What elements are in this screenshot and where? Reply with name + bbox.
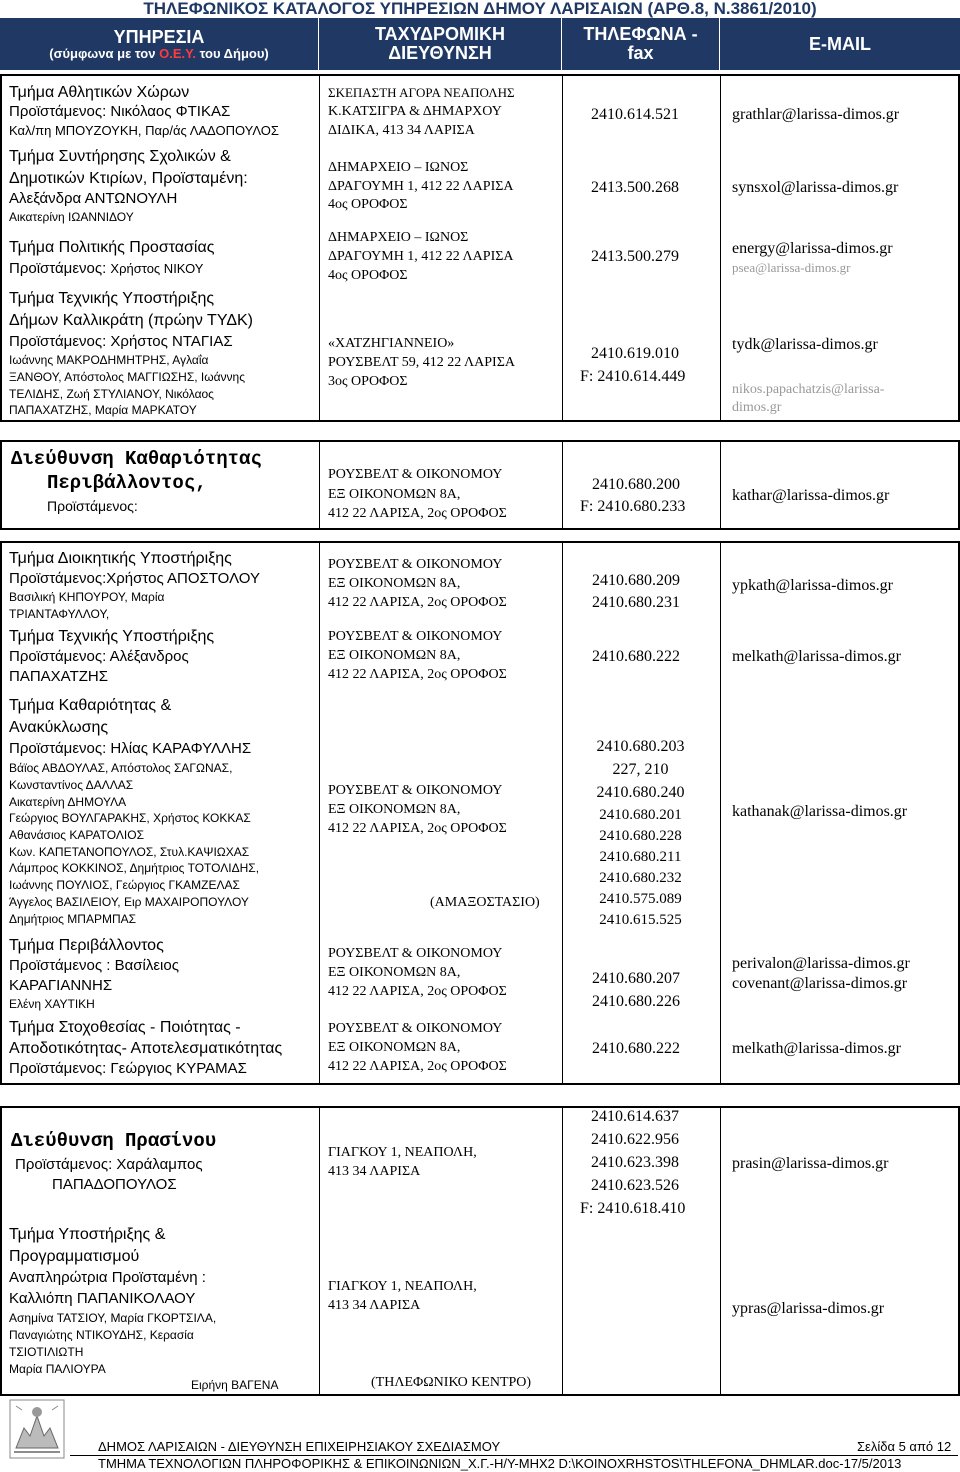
- dept-civil-phone: 2413.500.279: [591, 248, 679, 265]
- dept-quality-addr3: 412 22 ΛΑΡΙΣΑ, 2ος ΟΡΟΦΟΣ: [328, 1059, 507, 1074]
- dept-quality-head: Προϊστάμενος: Γεώργιος ΚΥΡΑΜΑΣ: [9, 1060, 247, 1077]
- dept-admin-staff2: ΤΡΙΑΝΤΑΦΥΛΛΟΥ,: [9, 607, 110, 621]
- dept-admin-email[interactable]: ypkath@larissa-dimos.gr: [732, 577, 893, 594]
- dept-recycling-addr-note: (ΑΜΑΞΟΣΤΑΣΙΟ): [430, 895, 540, 910]
- header-address: [319, 18, 561, 70]
- document-title: ΤΗΛΕΦΩΝΙΚΟΣ ΚΑΤΑΛΟΓΟΣ ΥΠΗΡΕΣΙΩΝ ΔΗΜΟΥ ΛΑΡΙΣΑΙΩΝ (ΑΡΘ.8, Ν.3861/2010): [143, 0, 817, 18]
- dept-tydk-email2b[interactable]: dimos.gr: [732, 400, 782, 415]
- dir-green-addr2: 413 34 ΛΑΡΙΣΑ: [328, 1164, 421, 1179]
- dept-sports-addr3: ΔΙΔΙΚΑ, 413 34 ΛΑΡΙΣΑ: [328, 123, 475, 138]
- dept-schools-staff: Αικατερίνη ΙΩΑΝΝΙΔΟΥ: [9, 210, 134, 224]
- dept-tydk-staff2: ΞΑΝΘΟΥ, Απόστολος ΜΑΓΓΙΩΣΗΣ, Ιωάννης: [9, 370, 246, 384]
- header-email: [720, 18, 960, 70]
- dept-quality-phone: 2410.680.222: [592, 1040, 680, 1057]
- dept-quality-addr1: ΡΟΥΣΒΕΛΤ & ΟΙΚΟΝΟΜΟΥ: [328, 1021, 503, 1036]
- dept-environment-phone1: 2410.680.207: [592, 970, 680, 987]
- dept-recycling-phone7: 2410.680.232: [599, 870, 682, 886]
- dept-planning-staff1: Ασημίνα ΤΑΤΣΙΟΥ, Μαρία ΓΚΟΡΤΣΙΛΑ,: [9, 1311, 217, 1325]
- header-phones-l1: ΤΗΛΕΦΩΝΑ -: [583, 24, 698, 45]
- dept-planning-addr1: ΓΙΑΓΚΟΥ 1, ΝΕΑΠΟΛΗ,: [328, 1279, 477, 1294]
- dept-recycling-phone3: 2410.680.240: [596, 784, 685, 801]
- municipality-logo-icon: [8, 1398, 66, 1460]
- dept-techsupport-addr2: ΕΞ ΟΙΚΟΝΟΜΩΝ 8Α,: [328, 648, 461, 663]
- header-email-label: E-MAIL: [809, 33, 871, 54]
- dept-recycling-addr1: ΡΟΥΣΒΕΛΤ & ΟΙΚΟΝΟΜΟΥ: [328, 783, 503, 798]
- dept-recycling-addr3: 412 22 ΛΑΡΙΣΑ, 2ος ΟΡΟΦΟΣ: [328, 821, 507, 836]
- dept-planning-staff5: Ειρήνη ΒΑΓΕΝΑ: [191, 1378, 279, 1392]
- dept-tydk-phone1: 2410.619.010: [591, 345, 679, 362]
- dept-techsupport-head: Προϊστάμενος: Αλέξανδρος: [9, 648, 189, 665]
- dept-planning-email[interactable]: ypras@larissa-dimos.gr: [732, 1300, 885, 1317]
- dept-schools-email[interactable]: synsxol@larissa-dimos.gr: [732, 179, 899, 196]
- dept-sports-addr1: ΣΚΕΠΑΣΤΗ ΑΓΟΡΑ ΝΕΑΠΟΛΗΣ: [328, 85, 515, 100]
- dept-civil-head-label: Προϊστάμενος:: [9, 260, 111, 277]
- dept-tydk-staff1: Ιωάννης ΜΑΚΡΟΔΗΜΗΤΡΗΣ, Αγλαΐα: [9, 353, 209, 367]
- dept-recycling-phone9: 2410.615.525: [599, 912, 682, 928]
- dept-quality-title2: Αποδοτικότητας- Αποτελεσματικότητας: [9, 1040, 283, 1057]
- dept-planning-head2: Καλλιόπη ΠΑΠΑΝΙΚΟΛΑΟΥ: [9, 1290, 196, 1307]
- dir-green-phone2: 2410.622.956: [591, 1131, 679, 1148]
- dept-civil-addr1: ΔΗΜΑΡΧΕΙΟ – ΙΩΝΟΣ: [328, 230, 469, 245]
- dept-recycling-phone5: 2410.680.228: [599, 828, 682, 844]
- dir-green-phone3: 2410.623.398: [591, 1154, 679, 1171]
- header-phones-l2: fax: [627, 43, 654, 63]
- dept-techsupport-addr1: ΡΟΥΣΒΕΛΤ & ΟΙΚΟΝΟΜΟΥ: [328, 629, 503, 644]
- dept-recycling-phone8: 2410.575.089: [599, 891, 682, 907]
- dept-techsupport-email[interactable]: melkath@larissa-dimos.gr: [732, 648, 901, 665]
- dept-recycling-phone4: 2410.680.201: [599, 807, 682, 823]
- footer-file-path: ΤΜΗΜΑ ΤΕΧΝΟΛΟΓΙΩΝ ΠΛΗΡΟΦΟΡΙΚΗΣ & ΕΠΙΚΟΙΝΩΝΙΩΝ_Χ.Γ.-Η/Υ-ΜΗΧ2 D:\KOINOXRHSTOS\THLEFONA_DHMLAR.doc-17/5/2013: [98, 1456, 902, 1471]
- dir-cleaning-fax: F: 2410.680.233: [580, 498, 686, 515]
- dept-sports-staff: Καλ/πη ΜΠΟΥΖΟΥΚΗ, Παρ/άς ΛΑΔΟΠΟΥΛΟΣ: [9, 123, 279, 138]
- dept-tydk-title2: Δήμων Καλλικράτη (πρώην ΤΥΔΚ): [9, 312, 253, 329]
- dept-recycling-title2: Ανακύκλωσης: [9, 719, 109, 736]
- dept-civil-addr2: ΔΡΑΓΟΥΜΗ 1, 412 22 ΛΑΡΙΣΑ: [328, 249, 514, 264]
- dept-environment-title: Τμήμα Περιβάλλοντος: [9, 937, 164, 954]
- dept-sports-head: Προϊστάμενος: Νικόλαος ΦΤΙΚΑΣ: [9, 103, 231, 120]
- footer-page-number: Σελίδα 5 από 12: [857, 1439, 952, 1454]
- dept-recycling-title: Τμήμα Καθαριότητας &: [9, 697, 172, 714]
- dir-cleaning-head: Προϊστάμενος:: [47, 498, 138, 514]
- dept-tydk-title: Τμήμα Τεχνικής Υποστήριξης: [9, 290, 215, 307]
- dept-recycling-staff4: Γεώργιος ΒΟΥΛΓΑΡΑΚΗΣ, Χρήστος ΚΟΚΚΑΣ: [9, 811, 251, 825]
- dept-tydk-addr3: 3ος ΟΡΟΦΟΣ: [328, 374, 408, 389]
- dept-environment-addr2: ΕΞ ΟΙΚΟΝΟΜΩΝ 8Α,: [328, 965, 461, 980]
- dept-tydk-email2a[interactable]: nikos.papachatzis@larissa-: [732, 382, 885, 397]
- dept-environment-addr3: 412 22 ΛΑΡΙΣΑ, 2ος ΟΡΟΦΟΣ: [328, 984, 507, 999]
- dept-recycling-staff9: Άγγελος ΒΑΣΙΛΕΙΟΥ, Ειρ ΜΑΧΑΙΡΟΠΟΥΛΟΥ: [9, 895, 249, 909]
- dept-planning-title2: Προγραμματισμού: [9, 1248, 140, 1265]
- dept-techsupport-title: Τμήμα Τεχνικής Υποστήριξης: [9, 628, 215, 645]
- dir-green-head: Προϊστάμενος: Χαράλαμπος: [15, 1156, 203, 1173]
- dept-recycling-head: Προϊστάμενος: Ηλίας ΚΑΡΑΦΥΛΛΗΣ: [9, 740, 252, 757]
- dept-schools-addr3: 4ος ΟΡΟΦΟΣ: [328, 197, 408, 212]
- dept-schools-head: Αλεξάνδρα ΑΝΤΩΝΟΥΛΗ: [9, 190, 178, 207]
- dept-planning-staff3: ΤΣΙΟΤΙΛΙΩΤΗ: [9, 1345, 84, 1359]
- dept-sports-title: Τμήμα Αθλητικών Χώρων: [9, 84, 190, 101]
- dept-planning-addr2: 413 34 ΛΑΡΙΣΑ: [328, 1298, 421, 1313]
- footer-municipality: ΔΗΜΟΣ ΛΑΡΙΣΑΙΩΝ - ΔΙΕΥΘΥΝΣΗ ΕΠΙΧΕΙΡΗΣΙΑΚΟΥ ΣΧΕΔΙΑΣΜΟΥ: [98, 1439, 501, 1454]
- dept-recycling-phone6: 2410.680.211: [599, 849, 682, 865]
- dir-green-email[interactable]: prasin@larissa-dimos.gr: [732, 1155, 889, 1172]
- dept-recycling-phone1: 2410.680.203: [596, 738, 685, 755]
- dept-recycling-staff1: Βάϊος ΑΒΔΟΥΛΑΣ, Απόστολος ΣΑΓΩΝΑΣ,: [9, 761, 233, 775]
- dept-techsupport-head2: ΠΑΠΑΧΑΤΖΗΣ: [9, 668, 109, 685]
- dept-sports-phone: 2410.614.521: [591, 106, 679, 123]
- dept-environment-head2: ΚΑΡΑΓΙΑΝΝΗΣ: [9, 977, 113, 994]
- dept-admin-staff1: Βασιλική ΚΗΠΟΥΡΟΥ, Μαρία: [9, 590, 165, 604]
- dept-admin-phone2: 2410.680.231: [592, 594, 680, 611]
- header-phones: [562, 18, 719, 70]
- dept-tydk-staff4: ΠΑΠΑΧΑΤΖΗΣ, Μαρία ΜΑΡΚΑΤΟΥ: [9, 403, 197, 417]
- dept-environment-phone2: 2410.680.226: [592, 993, 680, 1010]
- dept-sports-email[interactable]: grathlar@larissa-dimos.gr: [732, 106, 900, 123]
- dept-recycling-staff10: Δημήτριος ΜΠΑΡΜΠΑΣ: [9, 912, 137, 926]
- dept-civil-head: [9, 261, 203, 278]
- header-sub-a: (σύμφωνα με τον: [49, 45, 160, 61]
- dept-recycling-staff6: Κων. ΚΑΠΕΤΑΝΟΠΟΥΛΟΣ, Στυλ.ΚΑΨΙΩΧΑΣ: [9, 845, 250, 859]
- dept-recycling-staff7: Λάμπρος ΚΟΚΚΙΝΟΣ, Δημήτριος ΤΟΤΟΛΙΔΗΣ,: [9, 861, 260, 875]
- dept-environment-head: Προϊστάμενος : Βασίλειος: [9, 957, 179, 974]
- header-address-l1: ΤΑΧΥΔΡΟΜΙΚΗ: [375, 24, 505, 45]
- dept-tydk-addr2: ΡΟΥΣΒΕΛΤ 59, 412 22 ΛΑΡΙΣΑ: [328, 355, 515, 370]
- dir-green-phone4: 2410.623.526: [591, 1177, 679, 1194]
- dept-recycling-staff3: Αικατερίνη ΔΗΜΟΥΛΑ: [9, 795, 127, 809]
- dept-tydk-staff3: ΤΕΛΙΔΗΣ, Ζωή ΣΤΥΛΙΑΝΟΥ, Νικόλαος: [9, 387, 214, 401]
- dir-green-phone1: 2410.614.637: [591, 1108, 679, 1125]
- dept-schools-addr2: ΔΡΑΓΟΥΜΗ 1, 412 22 ΛΑΡΙΣΑ: [328, 179, 514, 194]
- dept-recycling-staff5: Αθανάσιος ΚΑΡΑΤΟΛΙΟΣ: [9, 828, 144, 842]
- dept-planning-addr3: (ΤΗΛΕΦΩΝΙΚΟ ΚΕΝΤΡΟ): [371, 1375, 532, 1390]
- dept-tydk-email[interactable]: tydk@larissa-dimos.gr: [732, 336, 878, 353]
- dir-cleaning-addr3: 412 22 ΛΑΡΙΣΑ, 2ος ΟΡΟΦΟΣ: [328, 506, 507, 521]
- dept-admin-title: Τμήμα Διοικητικής Υποστήριξης: [9, 550, 232, 567]
- dept-recycling-staff8: Ιωάννης ΠΟΥΛΙΟΣ, Γεώργιος ΓΚΑΜΖΕΛΑΣ: [9, 878, 240, 892]
- header-sub-oey: Ο.Ε.Υ.: [159, 45, 196, 61]
- dept-planning-staff2: Παναγιώτης ΝΤΙΚΟΥΔΗΣ, Κερασία: [9, 1328, 194, 1342]
- dept-recycling-staff2: Κωνσταντίνος ΔΑΛΛΑΣ: [9, 778, 134, 792]
- dir-cleaning-phone: 2410.680.200: [592, 476, 680, 493]
- dept-admin-addr1: ΡΟΥΣΒΕΛΤ & ΟΙΚΟΝΟΜΟΥ: [328, 557, 503, 572]
- dir-cleaning-email[interactable]: kathar@larissa-dimos.gr: [732, 487, 890, 504]
- dir-cleaning-addr2: ΕΞ ΟΙΚΟΝΟΜΩΝ 8Α,: [328, 487, 461, 502]
- dept-schools-title2: Δημοτικών Κτιρίων, Προϊσταμένη:: [9, 170, 248, 187]
- dept-admin-head: Προϊστάμενος:Χρήστος ΑΠΟΣΤΟΛΟΥ: [9, 570, 260, 587]
- dept-admin-phone1: 2410.680.209: [592, 572, 680, 589]
- dept-recycling-phone2: 227, 210: [612, 761, 669, 778]
- dept-quality-addr2: ΕΞ ΟΙΚΟΝΟΜΩΝ 8Α,: [328, 1040, 461, 1055]
- dept-environment-email2[interactable]: covenant@larissa-dimos.gr: [732, 975, 908, 992]
- dept-recycling-addr2: ΕΞ ΟΙΚΟΝΟΜΩΝ 8Α,: [328, 802, 461, 817]
- dept-civil-head-name: Χρήστος ΝΙΚΟΥ: [110, 261, 204, 276]
- dir-green-head2: ΠΑΠΑΔΟΠΟΥΛΟΣ: [52, 1176, 177, 1193]
- dept-environment-email1[interactable]: perivalon@larissa-dimos.gr: [732, 955, 910, 972]
- dept-admin-addr2: ΕΞ ΟΙΚΟΝΟΜΩΝ 8Α,: [328, 576, 461, 591]
- dir-green-fax: F: 2410.618.410: [580, 1200, 686, 1217]
- header-sub-c: του Δήμου): [195, 45, 269, 61]
- dept-admin-addr3: 412 22 ΛΑΡΙΣΑ, 2ος ΟΡΟΦΟΣ: [328, 595, 507, 610]
- header-address-l2: ΔΙΕΥΘΥΝΣΗ: [388, 43, 492, 63]
- dept-tydk-head: Προϊστάμενος: Χρήστος ΝΤΑΓΙΑΣ: [9, 333, 233, 350]
- header-service-sub: [0, 47, 318, 61]
- dir-cleaning-title2: Περιβάλλοντος,: [47, 472, 207, 494]
- header-service: [0, 18, 318, 70]
- dept-quality-title: Τμήμα Στοχοθεσίας - Ποιότητας -: [9, 1019, 241, 1036]
- dept-quality-email[interactable]: melkath@larissa-dimos.gr: [732, 1040, 901, 1057]
- dept-schools-addr1: ΔΗΜΑΡΧΕΙΟ – ΙΩΝΟΣ: [328, 160, 469, 175]
- dept-civil-title: Τμήμα Πολιτικής Προστασίας: [9, 239, 215, 256]
- dept-civil-email[interactable]: energy@larissa-dimos.gr: [732, 240, 893, 257]
- dept-schools-title: Τμήμα Συντήρησης Σχολικών &: [9, 148, 231, 165]
- dept-schools-phone: 2413.500.268: [591, 179, 679, 196]
- dept-techsupport-addr3: 412 22 ΛΑΡΙΣΑ, 2ος ΟΡΟΦΟΣ: [328, 667, 507, 682]
- dir-cleaning-title: Διεύθυνση Καθαριότητας: [11, 448, 262, 470]
- dept-tydk-fax: F: 2410.614.449: [580, 368, 686, 385]
- dept-civil-addr3: 4ος ΟΡΟΦΟΣ: [328, 268, 408, 283]
- dept-planning-title: Τμήμα Υποστήριξης &: [9, 1226, 166, 1243]
- dept-environment-addr1: ΡΟΥΣΒΕΛΤ & ΟΙΚΟΝΟΜΟΥ: [328, 946, 503, 961]
- dept-recycling-email[interactable]: kathanak@larissa-dimos.gr: [732, 803, 908, 820]
- dept-techsupport-phone: 2410.680.222: [592, 648, 680, 665]
- dept-civil-email2[interactable]: psea@larissa-dimos.gr: [732, 260, 851, 275]
- dir-green-title: Διεύθυνση Πρασίνου: [11, 1130, 217, 1152]
- header-service-label: ΥΠΗΡΕΣΙΑ: [113, 26, 205, 47]
- dept-sports-addr2: Κ.ΚΑΤΣΙΓΡΑ & ΔΗΜΑΡΧΟΥ: [328, 104, 502, 119]
- dir-cleaning-addr1: ΡΟΥΣΒΕΛΤ & ΟΙΚΟΝΟΜΟΥ: [328, 467, 503, 482]
- dept-tydk-addr1: «ΧΑΤΖΗΓΙΑΝΝΕΙΟ»: [328, 336, 455, 351]
- dept-environment-staff: Ελένη ΧΑΥΤΙΚΗ: [9, 997, 95, 1011]
- dept-planning-head: Αναπληρώτρια Προϊσταμένη :: [9, 1269, 206, 1286]
- dept-planning-staff4: Μαρία ΠΑΛΙΟΥΡΑ: [9, 1362, 106, 1376]
- dir-green-addr1: ΓΙΑΓΚΟΥ 1, ΝΕΑΠΟΛΗ,: [328, 1145, 477, 1160]
